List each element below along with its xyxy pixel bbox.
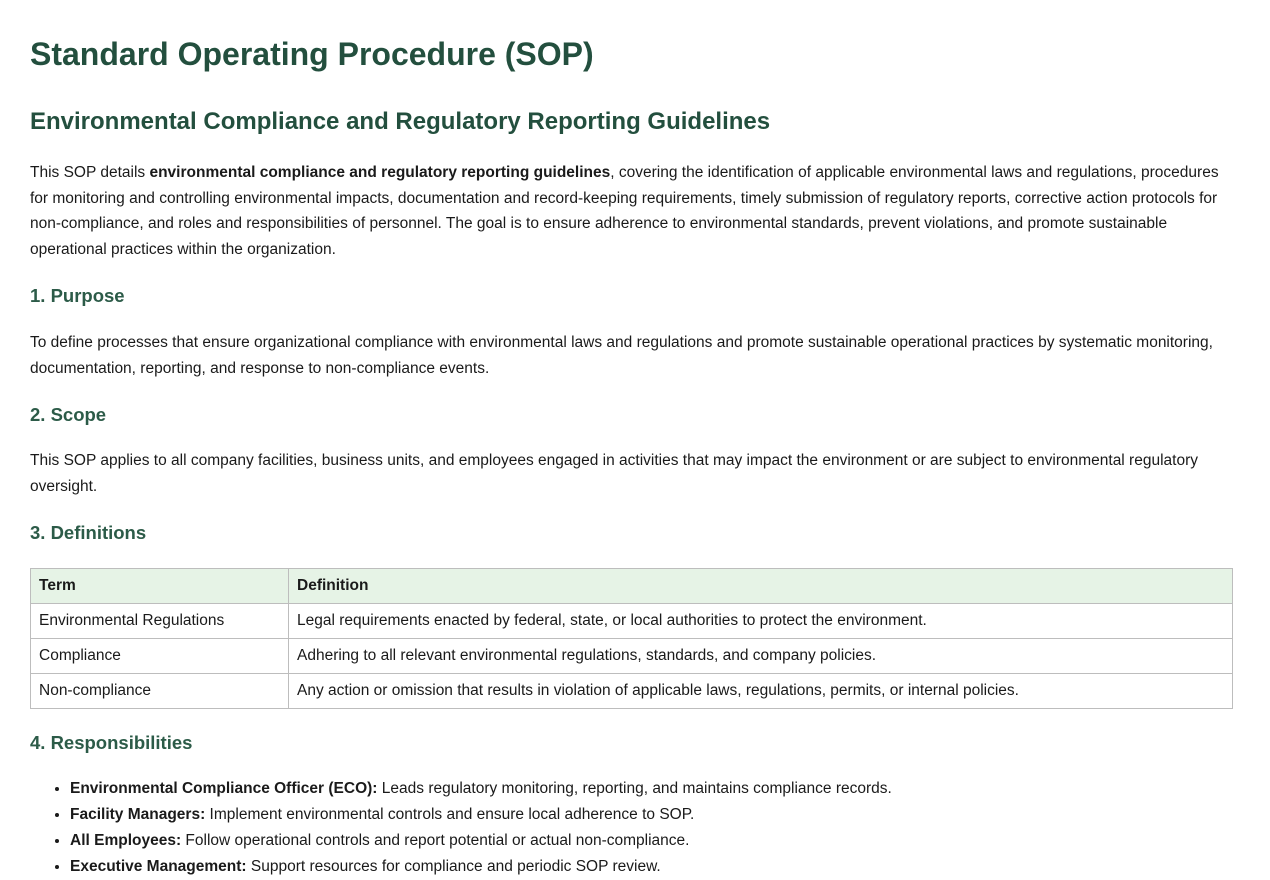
purpose-text: To define processes that ensure organizational compliance with environmental laws and regulations and promote sustainable operational practices by systematic monitoring, documentation, reporting, and response to non-compliance events.	[30, 334, 1213, 377]
definition-cell: Legal requirements enacted by federal, state, or local authorities to protect the environment.	[289, 604, 1233, 639]
table-row	[31, 604, 1233, 639]
definitions-table	[30, 568, 1233, 709]
term-cell: Non-compliance	[31, 674, 289, 709]
role-description: Follow operational controls and report potential or actual non-compliance.	[181, 832, 690, 849]
role-description: Implement environmental controls and ensure local adherence to SOP.	[205, 806, 695, 823]
role-label: Executive Management:	[70, 858, 247, 875]
intro-text-post: , covering the identification of applicable environmental laws and regulations, procedures for monitoring and controlling environmental impacts, documentation and record-keeping requirements, timely submission of regulatory reports, corrective action protocols for non-compliance, and roles and responsibilities of personnel. The goal is to ensure adherence to environmental standards, prevent violations, and promote sustainable operational practices within the organization.	[30, 164, 1219, 258]
list-item	[70, 802, 1270, 828]
page-title: Standard Operating Procedure (SOP)	[30, 36, 594, 72]
term-cell: Compliance	[31, 639, 289, 674]
role-description: Support resources for compliance and periodic SOP review.	[246, 858, 661, 875]
purpose-heading: 1. Purpose	[30, 285, 125, 306]
intro-text-pre: This SOP details	[30, 164, 150, 181]
column-header-term: Term	[31, 569, 289, 604]
list-item	[70, 828, 1270, 854]
role-label: All Employees:	[70, 832, 182, 849]
scope-heading: 2. Scope	[30, 404, 107, 425]
list-item	[70, 854, 1270, 880]
list-item	[70, 776, 1270, 802]
term-cell: Environmental Regulations	[31, 604, 289, 639]
table-header-row	[31, 569, 1233, 604]
role-description: Leads regulatory monitoring, reporting, and maintains compliance records.	[377, 780, 892, 797]
definition-cell: Any action or omission that results in violation of applicable laws, regulations, permits, or internal policies.	[289, 674, 1233, 709]
role-label: Environmental Compliance Officer (ECO):	[70, 780, 378, 797]
responsibilities-heading: 4. Responsibilities	[30, 732, 193, 753]
table-row	[31, 674, 1233, 709]
scope-text: This SOP applies to all company facilities, business units, and employees engaged in activities that may impact the environment or are subject to environmental regulatory oversight.	[30, 452, 1198, 495]
column-header-definition: Definition	[289, 569, 1233, 604]
responsibilities-list	[30, 776, 1270, 880]
table-row	[31, 639, 1233, 674]
definition-cell: Adhering to all relevant environmental regulations, standards, and company policies.	[289, 639, 1233, 674]
definitions-heading: 3. Definitions	[30, 522, 147, 543]
intro-text-bold: environmental compliance and regulatory reporting guidelines	[149, 164, 611, 181]
role-label: Facility Managers:	[70, 806, 206, 823]
intro-paragraph	[30, 160, 1230, 262]
page-subtitle: Environmental Compliance and Regulatory Reporting Guidelines	[30, 108, 771, 135]
